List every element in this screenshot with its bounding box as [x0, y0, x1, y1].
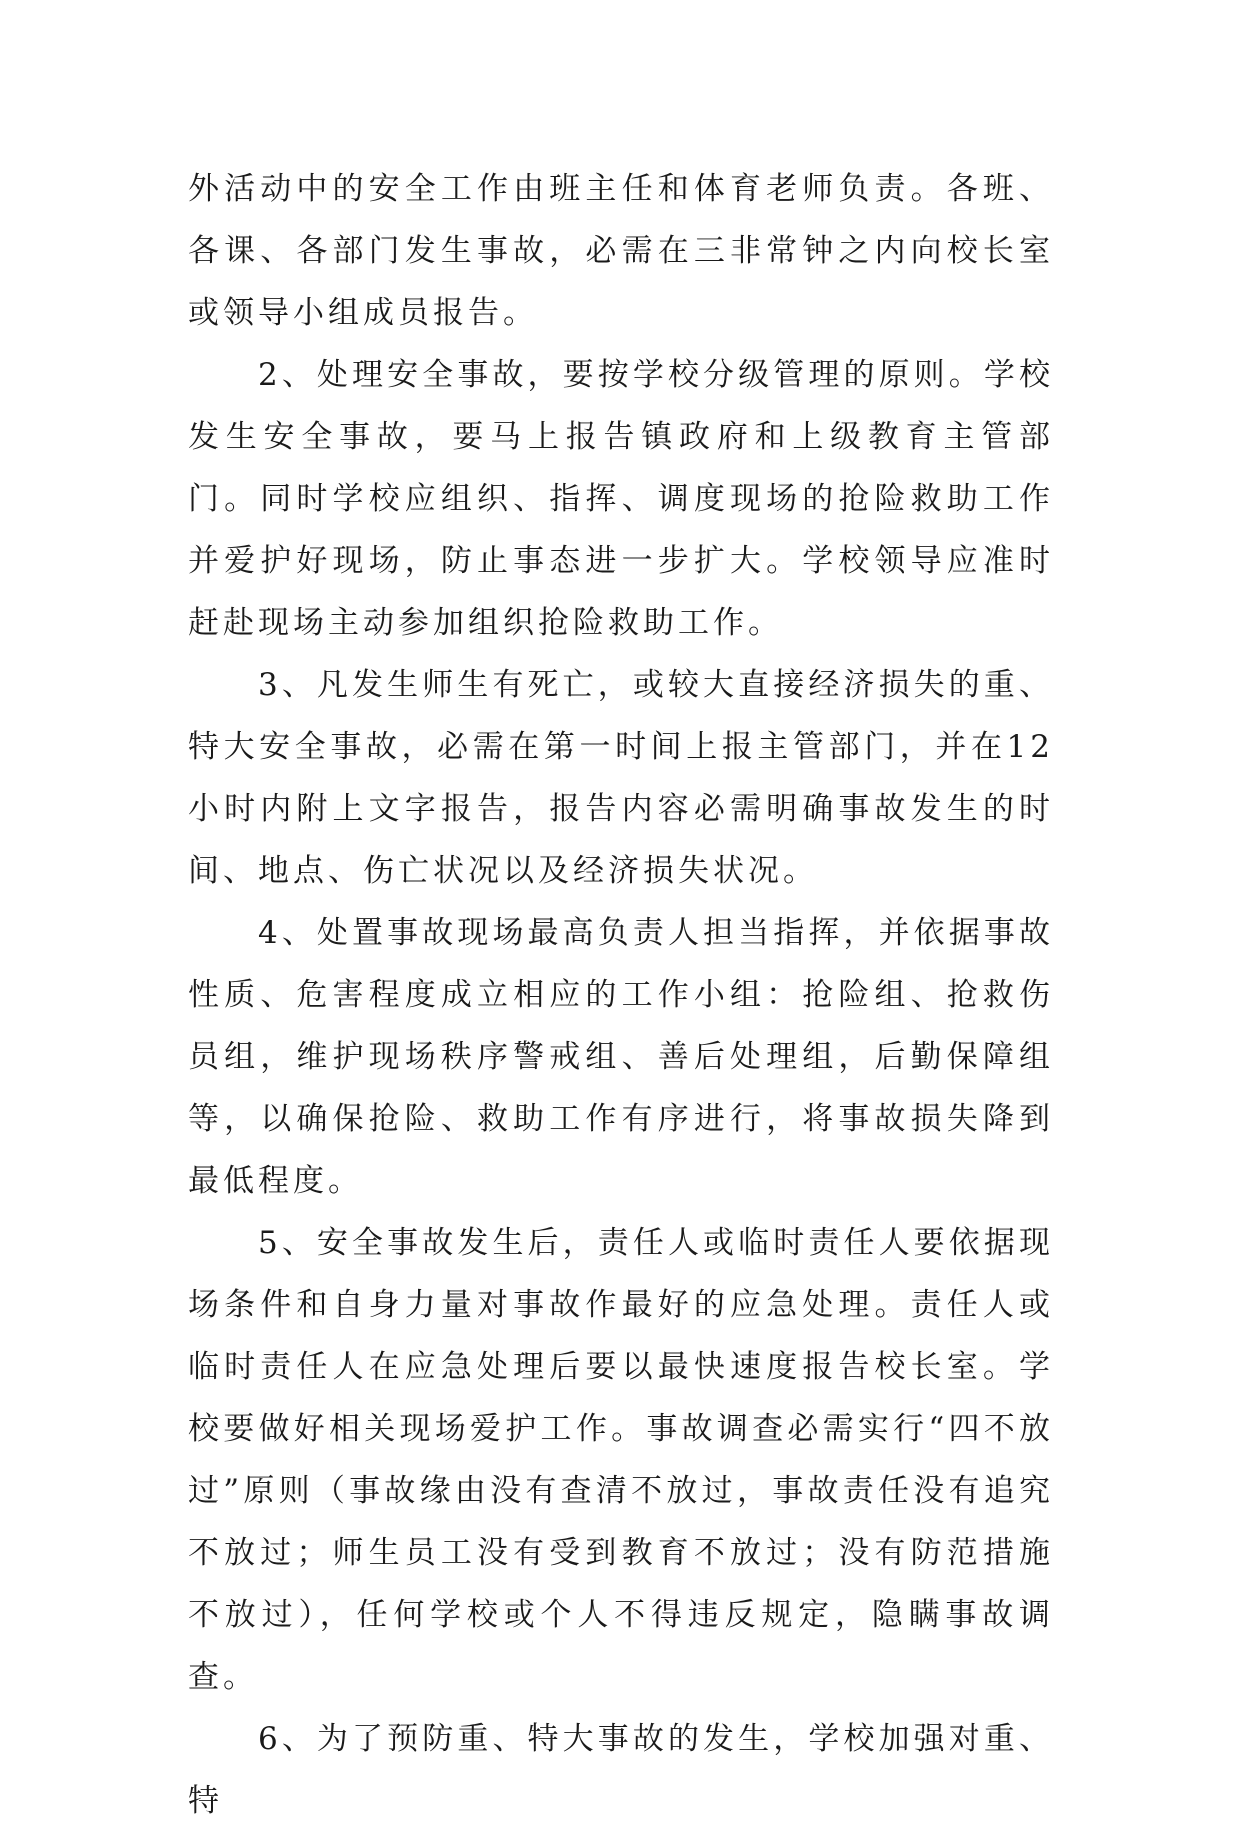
- paragraph-item-5: 5、安全事故发生后，责任人或临时责任人要依据现场条件和自身力量对事故作最好的应急处理。责任人或临时责任人在应急处理后要以最快速度报告校长室。学校要做好相关现场爱护工作。事故调查必需实行“四不放过”原则（事故缘由没有查清不放过，事故责任没有追究不放过；师生员工没有受到教育不放过；没有防范措施不放过），任何学校或个人不得违反规定，隐瞒事故调查。: [188, 1225, 1054, 1695]
- document-body: [188, 158, 1054, 1832]
- paragraph-item-4: 4、处置事故现场最高负责人担当指挥，并依据事故性质、危害程度成立相应的工作小组：抢险组、抢救伤员组，维护现场秩序警戒组、善后处理组，后勤保障组等，以确保抢险、救助工作有序进行，将事故损失降到最低程度。: [188, 915, 1054, 1199]
- paragraph-item-2: 2、处理安全事故，要按学校分级管理的原则。学校发生安全事故，要马上报告镇政府和上级教育主管部门。同时学校应组织、指挥、调度现场的抢险救助工作并爱护好现场，防止事态进一步扩大。学校领导应准时赶赴现场主动参加组织抢险救助工作。: [188, 357, 1054, 641]
- paragraph-item-3: 3、凡发生师生有死亡，或较大直接经济损失的重、特大安全事故，必需在第一时间上报主管部门，并在12小时内附上文字报告，报告内容必需明确事故发生的时间、地点、伤亡状况以及经济损失状况。: [188, 667, 1054, 889]
- paragraph-item-6: 6、为了预防重、特大事故的发生，学校加强对重、特: [188, 1721, 1054, 1819]
- paragraph-continuation: 外活动中的安全工作由班主任和体育老师负责。各班、各课、各部门发生事故，必需在三非常钟之内向校长室或领导小组成员报告。: [188, 171, 1054, 331]
